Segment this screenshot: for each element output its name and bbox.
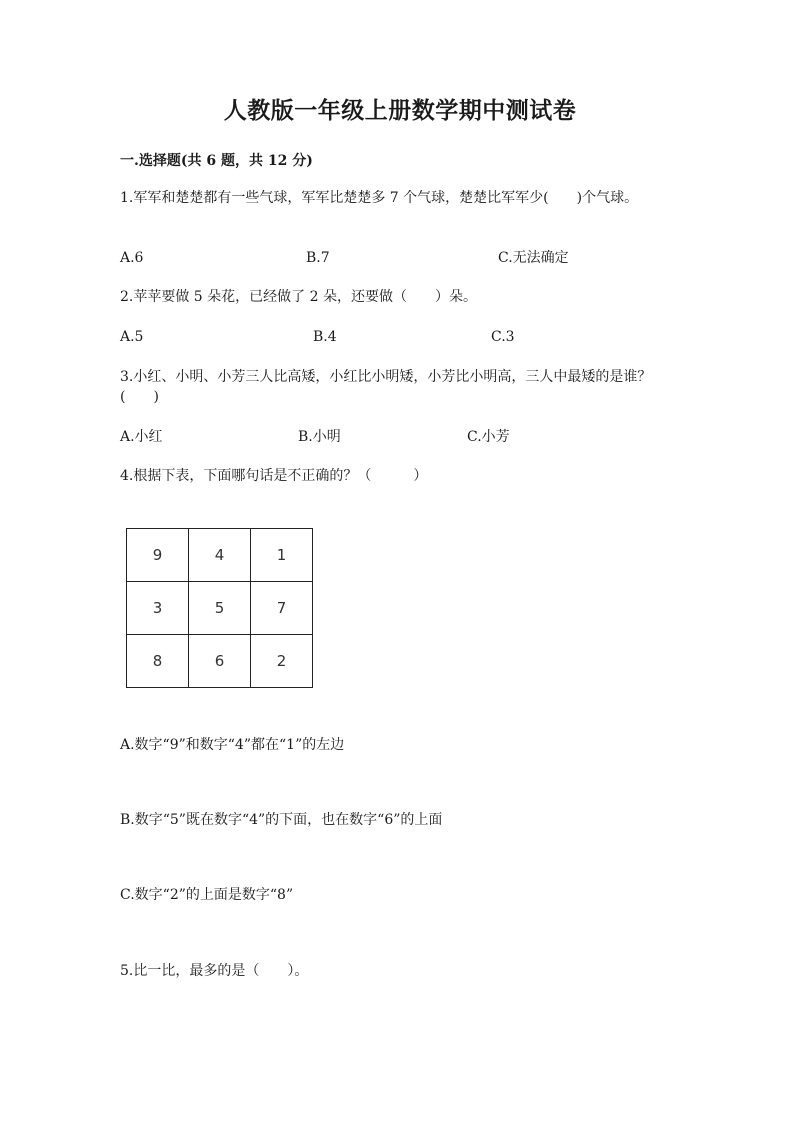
- q2-option-a: A.5: [120, 329, 144, 345]
- grid-cell: 5: [189, 582, 251, 635]
- question-4: 4.根据下表，下面哪句话是不正确的？（ ）: [120, 468, 428, 484]
- q3-option-a: A.小红: [120, 429, 163, 445]
- q2-option-c: C.3: [491, 329, 515, 345]
- q4-option-b: B.数字“5”既在数字“4”的下面，也在数字“6”的上面: [120, 812, 443, 828]
- grid-cell: 6: [189, 635, 251, 688]
- grid-cell: 3: [127, 582, 189, 635]
- q1-option-b: B.7: [306, 250, 330, 266]
- number-grid: [126, 528, 313, 688]
- page-title: 人教版一年级上册数学期中测试卷: [223, 97, 577, 124]
- q4-option-a: A.数字“9”和数字“4”都在“1”的左边: [120, 737, 345, 753]
- q4-option-c: C.数字“2”的上面是数字“8”: [120, 887, 294, 903]
- grid-row: [127, 582, 313, 635]
- q1-option-a: A.6: [120, 250, 144, 266]
- q3-option-c: C.小芳: [467, 429, 510, 445]
- grid-cell: 8: [127, 635, 189, 688]
- question-2: 2.苹苹要做 5 朵花，已经做了 2 朵，还要做（ ）朵。: [120, 289, 477, 305]
- question-3: 3.小红、小明、小芳三人比高矮，小红比小明矮，小芳比小明高，三人中最矮的是谁？( ): [120, 369, 652, 405]
- grid-row: [127, 635, 313, 688]
- q1-option-c: C.无法确定: [498, 250, 569, 266]
- grid-cell: 2: [251, 635, 313, 688]
- question-1: 1.军军和楚楚都有一些气球，军军比楚楚多 7 个气球，楚楚比军军少( )个气球。: [120, 190, 639, 206]
- grid-cell: 7: [251, 582, 313, 635]
- grid-row: [127, 529, 313, 582]
- question-5: 5.比一比，最多的是（ ）。: [120, 963, 309, 979]
- grid-cell: 4: [189, 529, 251, 582]
- q3-option-b: B.小明: [298, 429, 341, 445]
- q2-option-b: B.4: [313, 329, 337, 345]
- grid-cell: 1: [251, 529, 313, 582]
- grid-cell: 9: [127, 529, 189, 582]
- section-heading: 一.选择题(共 6 题，共 12 分): [120, 153, 313, 169]
